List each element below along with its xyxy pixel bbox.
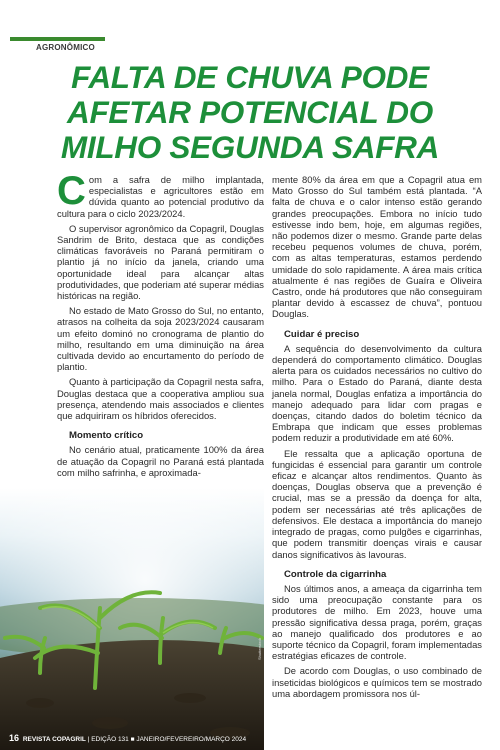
photo-credit: Shutterstock	[257, 637, 262, 660]
paragraph-text: om a safra de milho implantada, especialistas e agricultores estão em dúvida quanto ao potencial produtivo da cultura para o ciclo 2023/2024.	[57, 174, 264, 219]
subheading: Cuidar é preciso	[284, 328, 360, 340]
article-headline: FALTA DE CHUVA PODE AFETAR POTENCIAL DO MILHO SEGUNDA SAFRA	[60, 59, 440, 165]
paragraph: A sequência do desenvolvimento da cultura dependerá do comportamento climático. Douglas alerta para os cuidados necessários no cultivo do milho. Para o Estado do Paraná, diante desta janela normal, Douglas enfatiza a importância do manejo adequado para lidar com pragas e doenças, citando dados do boletim técnico da Embrapa que indicam que esses problemas podem reduzir a produtividade em até 60%.	[272, 342, 482, 444]
paragraph: Quanto à participação da Copagril nesta safra, Douglas destaca que a cooperativa ampliou sua presença, atendendo mais associados e clientes que adquiriram os híbridos oferecidos.	[57, 376, 264, 422]
drop-cap: C	[57, 169, 86, 213]
page-footer	[9, 733, 246, 743]
paragraph: Nos últimos anos, a ameaça da cigarrinha tem sido uma preocupação constante para os produtores de milho. Em 2023, houve uma pressão significativa dessa praga, porém, graças ao manejo qualificado dos produtores e ao suporte técnico da Copagril, foram implementadas estratégias eficazes de controle.	[272, 582, 482, 662]
paragraph: Ele ressalta que a aplicação oportuna de fungicidas é essencial para garantir um controle eficaz e alcançar altos rendimentos. Quanto às doenças, Douglas observa que a prevenção é crucial, mas se a pressão da doença for alta, podem ser necessárias até três aplicações de defensivos. Ele destaca a importância do manejo integrado de pragas, como pulgões e cigarrinhas, que podem transmitir doenças virais e causar danos significativos às lavouras.	[272, 447, 482, 560]
page-number: 16	[9, 733, 20, 743]
paragraph: De acordo com Douglas, o uso combinado de inseticidas biológicos e químicos tem se mostrado uma abordagem promissora nos úl-	[272, 665, 482, 699]
subheading: Controle da cigarrinha	[284, 568, 387, 580]
paragraph: mente 80% da área em que a Copagril atua em Mato Grosso do Sul também está plantada. “A falta de chuva e o calor intenso estão gerando grandes preocupações. Embora no início tudo estivesse indo bem, hoje, em algumas regiões, não podemos dizer o mesmo. Grande parte delas recebeu pequenos volumes de chuva, porém, com as altas temperaturas, estamos perdendo umidade do solo rapidamente. A área mais crítica atualmente é nas regiões de Guaíra e Oliveira Castro, onde há produtores que não conseguiram plantar devido à escassez de chuva”, pontuou Douglas.	[272, 174, 482, 320]
left-column	[57, 169, 264, 482]
right-column	[272, 174, 482, 703]
paragraph: O supervisor agronômico da Copagril, Douglas Sandrim de Brito, destaca que as condições climáticas favoráveis no Paraná permitiram o plantio já no início da janela, criando uma oportunidade ideal para alcançar altas produtividades, que poderiam até superar médias históricas na região.	[57, 222, 264, 302]
corn-field-illustration	[0, 488, 264, 750]
magazine-name: REVISTA COPAGRIL	[22, 736, 86, 743]
edition-info: | EDIÇÃO 131 ■ JANEIRO/FEVEREIRO/MARÇO 2024	[87, 736, 247, 743]
paragraph	[57, 169, 264, 219]
section-accent-bar	[10, 37, 105, 41]
subheading: Momento crítico	[69, 430, 144, 442]
corn-seedlings-photo	[0, 488, 264, 750]
section-tag: AGRONÔMICO	[36, 43, 95, 52]
paragraph: No cenário atual, praticamente 100% da área de atuação da Copagril no Paraná está plantada com milho safrinha, e aproximada-	[57, 444, 264, 478]
paragraph: No estado de Mato Grosso do Sul, no entanto, atrasos na colheita da soja 2023/2024 causaram um efeito dominó no cronograma de plantio do milho, resultando em uma diminuição na área cultivada devido ao encurtamento do período de plantio.	[57, 305, 264, 373]
